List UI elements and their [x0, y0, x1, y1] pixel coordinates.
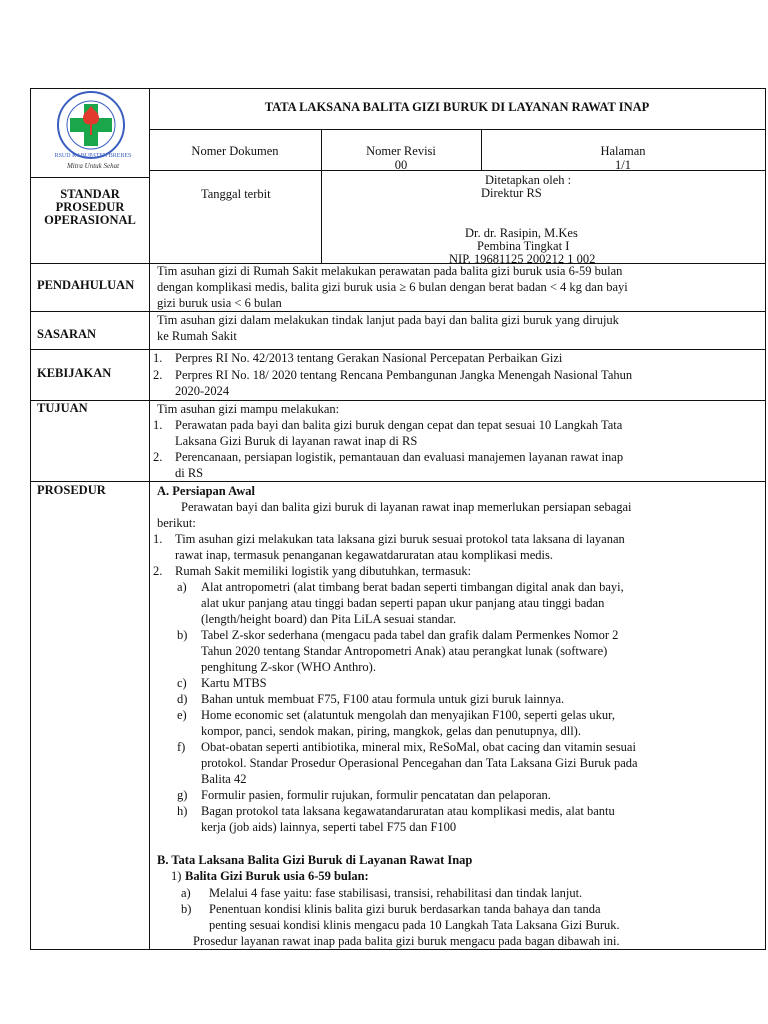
pendahuluan-line: dengan komplikasi medis, balita gizi buruk usia ≥ 6 bulan dengan berat badan < 4 kg dan bayi [157, 280, 628, 294]
logistik-item: Bagan protokol tata laksana kegawatandaruratan atau komplikasi medis, alat bantu [201, 804, 615, 818]
b1-closing: Prosedur layanan rawat inap pada balita gizi buruk mengacu pada bagan dibawah ini. [193, 934, 620, 948]
kebijakan-item: Perpres RI No. 42/2013 tentang Gerakan Nasional Percepatan Perbaikan Gizi [175, 351, 563, 365]
logistik-item: kompor, panci, sendok makan, piring, mangkok, gelas dan penutupnya, dll). [201, 724, 581, 738]
logistik-num: g) [177, 788, 188, 802]
tujuan-intro: Tim asuhan gizi mampu melakukan: [157, 402, 340, 416]
kebijakan-label: KEBIJAKAN [37, 366, 112, 380]
logistik-item: kerja (job aids) lainnya, seperti tabel F75 dan F100 [201, 820, 457, 834]
kebijakan-num: 2. [153, 368, 163, 382]
logistik-num: f) [177, 740, 186, 754]
prosedur-b1-num: 1) [171, 869, 182, 883]
sop-document [30, 88, 766, 950]
logistik-item: Obat-obatan seperti antibiotika, mineral mix, ReSoMal, obat cacing dan vitamin sesuai [201, 740, 636, 754]
logistik-item: Home economic set (alatuntuk mengolah dan menyajikan F100, seperti gelas ukur, [201, 708, 615, 722]
tujuan-item: Perencanaan, persiapan logistik, pemantauan dan evaluasi manajemen layanan rawat inap [175, 450, 624, 464]
dokumen-label: Nomer Dokumen [191, 144, 279, 158]
pendahuluan-line: gizi buruk usia < 6 bulan [157, 296, 282, 310]
tujuan-num: 2. [153, 450, 163, 464]
row-divider [31, 349, 765, 350]
sop-label-line2: PROSEDUR [55, 200, 125, 214]
tujuan-item: Laksana Gizi Buruk di layanan rawat inap di RS [175, 434, 418, 448]
prosedur-b1-title: Balita Gizi Buruk usia 6-59 bulan: [185, 869, 369, 883]
prosedur-a-item: Rumah Sakit memiliki logistik yang dibutuhkan, termasuk: [175, 564, 472, 578]
logistik-num: a) [177, 580, 187, 594]
revisi-value: 00 [394, 158, 408, 172]
tanggal-label: Tanggal terbit [201, 187, 271, 201]
halaman-label: Halaman [600, 144, 646, 158]
prosedur-a-item: Tim asuhan gizi melakukan tata laksana gizi buruk sesuai protokol tata laksana di layanan [175, 532, 625, 546]
prosedur-a-item: rawat inap, termasuk penanganan kegawatdaruratan atau komplikasi medis. [175, 548, 553, 562]
pendahuluan-line: Tim asuhan gizi di Rumah Sakit melakukan perawatan pada balita gizi buruk usia 6-59 bulan [157, 264, 623, 278]
logistik-item: (length/height board) dan Pita LiLA sesuai standar. [201, 612, 457, 626]
column-divider [149, 89, 150, 949]
kebijakan-num: 1. [153, 351, 163, 365]
sop-label-line3: OPERASIONAL [44, 213, 136, 227]
logistik-item: penghitung Z-skor (WHO Anthro). [201, 660, 376, 674]
logistik-item: Tahun 2020 tentang Standar Antropometri Anak) atau perangkat lunak (software) [201, 644, 608, 658]
prosedur-a-intro: berikut: [157, 516, 196, 530]
logistik-item: Alat antropometri (alat timbang berat badan seperti timbangan digital anak dan bayi, [201, 580, 624, 594]
tujuan-num: 1. [153, 418, 163, 432]
logo-motto: Mitra Untuk Sehat [66, 162, 120, 170]
logistik-item: Balita 42 [201, 772, 247, 786]
logistik-item: Formulir pasien, formulir rujukan, formulir pencatatan dan pelaporan. [201, 788, 551, 802]
kebijakan-item: Perpres RI No. 18/ 2020 tentang Rencana Pembangunan Jangka Menengah Nasional Tahun [175, 368, 633, 382]
prosedur-label: PROSEDUR [37, 483, 106, 497]
logistik-num: b) [177, 628, 188, 642]
b1-item: penting sesuai kondisi klinis mengacu pada 10 Langkah Tata Laksana Gizi Buruk. [209, 918, 620, 932]
logistik-num: c) [177, 676, 187, 690]
b1-num: a) [181, 886, 191, 900]
logo-ring-text: RSUD KABUPATEN BREBES [54, 153, 132, 159]
pendahuluan-label: PENDAHULUAN [37, 278, 135, 292]
row-divider [31, 400, 765, 401]
logistik-item: alat ukur panjang atau tinggi badan seperti papan ukur panjang atau tinggi badan [201, 596, 605, 610]
row-divider [149, 129, 765, 130]
document-title: TATA LAKSANA BALITA GIZI BURUK DI LAYANAN RAWAT INAP [264, 100, 650, 114]
logistik-num: h) [177, 804, 188, 818]
sasaran-line: Tim asuhan gizi dalam melakukan tindak lanjut pada bayi dan balita gizi buruk yang dirujuk [157, 313, 619, 327]
b1-item: Melalui 4 fase yaitu: fase stabilisasi, transisi, rehabilitasi dan tindak lanjut. [209, 886, 583, 900]
direktur-pangkat: Pembina Tingkat I [477, 239, 570, 253]
ditetapkan-label: Ditetapkan oleh : [485, 173, 572, 187]
cell-divider [321, 171, 322, 263]
prosedur-a-num: 2. [153, 564, 163, 578]
revisi-label: Nomer Revisi [366, 144, 436, 158]
tujuan-item: Perawatan pada bayi dan balita gizi buruk dengan cepat dan tepat sesuai 10 Langkah Tata [175, 418, 623, 432]
prosedur-a-num: 1. [153, 532, 163, 546]
tujuan-item: di RS [175, 466, 204, 480]
direktur-label: Direktur RS [481, 186, 542, 200]
direktur-nip: NIP. 19681125 200212 1 002 [449, 252, 596, 266]
halaman-value: 1/1 [615, 158, 631, 172]
prosedur-b-title: B. Tata Laksana Balita Gizi Buruk di Layanan Rawat Inap [157, 853, 473, 867]
logistik-num: e) [177, 708, 187, 722]
sop-label-line1: STANDAR [60, 187, 120, 201]
b1-item: Penentuan kondisi klinis balita gizi buruk berdasarkan tanda bahaya dan tanda [209, 902, 601, 916]
logistik-item: Bahan untuk membuat F75, F100 atau formula untuk gizi buruk lainnya. [201, 692, 565, 706]
sasaran-line: ke Rumah Sakit [157, 329, 237, 343]
logistik-item: Tabel Z-skor sederhana (mengacu pada tabel dan grafik dalam Permenkes Nomor 2 [201, 628, 619, 642]
row-divider [31, 177, 149, 178]
logistik-item: protokol. Standar Prosedur Operasional Pencegahan dan Tata Laksana Gizi Buruk pada [201, 756, 638, 770]
sasaran-label: SASARAN [37, 327, 97, 341]
kebijakan-item: 2020-2024 [175, 384, 230, 398]
prosedur-a-title: A. Persiapan Awal [157, 484, 256, 498]
logistik-item: Kartu MTBS [201, 676, 267, 690]
tujuan-label: TUJUAN [37, 401, 88, 415]
direktur-nama: Dr. dr. Rasipin, M.Kes [465, 226, 578, 240]
prosedur-a-intro: Perawatan bayi dan balita gizi buruk di layanan rawat inap memerlukan persiapan sebagai [181, 500, 632, 514]
b1-num: b) [181, 902, 192, 916]
logistik-num: d) [177, 692, 188, 706]
